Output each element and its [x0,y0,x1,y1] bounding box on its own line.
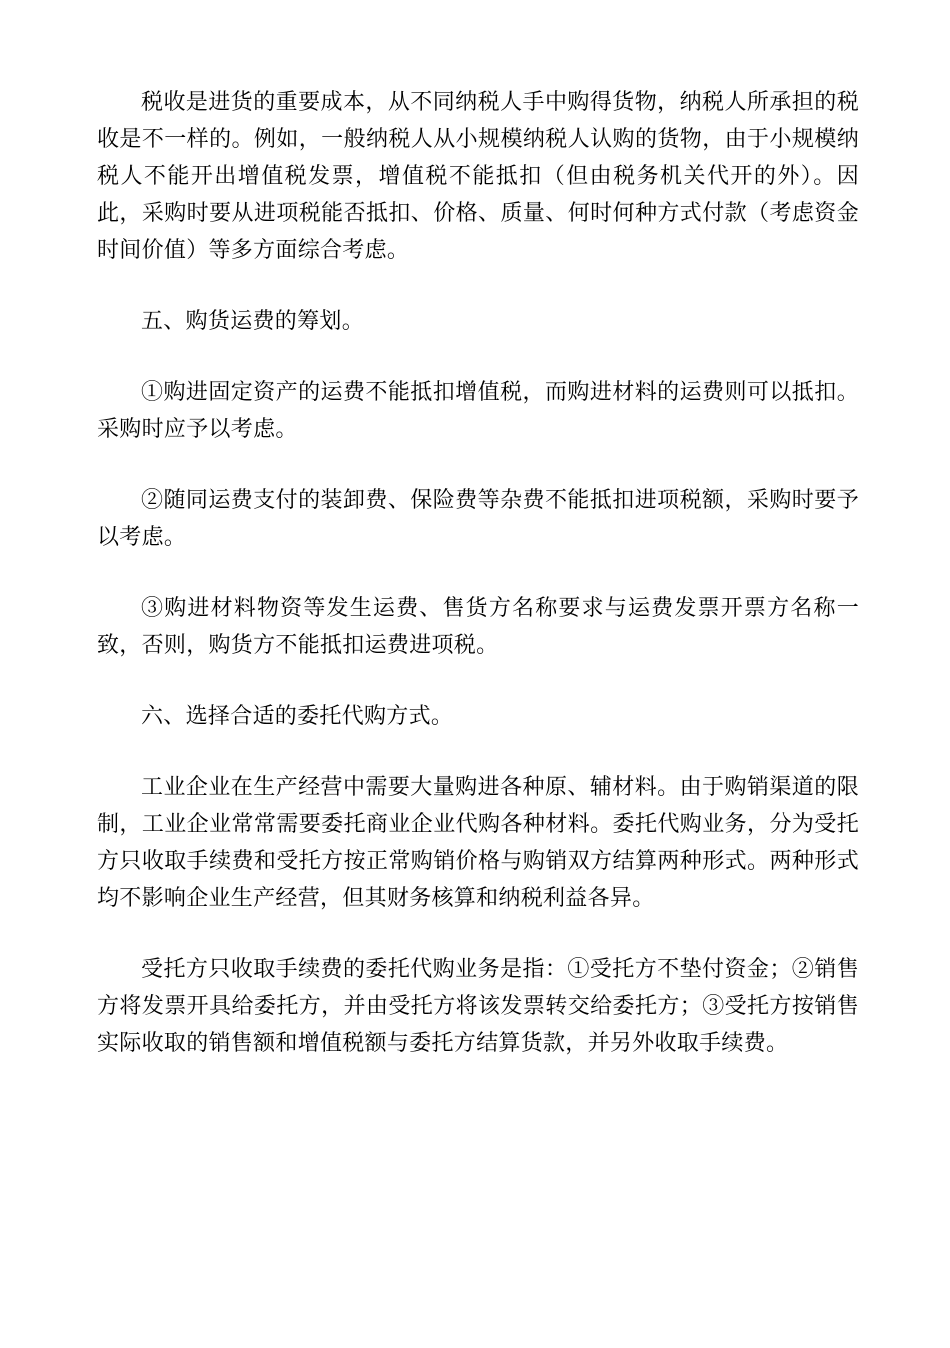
paragraph-agency-fee-definition: 受托方只收取手续费的委托代购业务是指：①受托方不垫付资金；②销售方将发票开具给委托方，并由受托方将该发票转交给委托方；③受托方按销售实际收取的销售额和增值税额与委托方结算货款，并另外收取手续费。 [97,957,859,1056]
paragraph-agency-overview: 工业企业在生产经营中需要大量购进各种原、辅材料。由于购销渠道的限制，工业企业常常需要委托商业企业代购各种材料。委托代购业务，分为受托方只收取手续费和受托方按正常购销价格与购销双方结算两种形式。两种形式均不影响企业生产经营，但其财务核算和纳税利益各异。 [97,775,859,911]
paragraph-freight-item-3: ③购进材料物资等发生运费、售货方名称要求与运费发票开票方名称一致，否则，购货方不能抵扣运费进项税。 [97,596,859,658]
section-heading-freight: 五、购货运费的筹划。 [141,309,365,334]
paragraph-tax-cost: 税收是进货的重要成本，从不同纳税人手中购得货物，纳税人所承担的税收是不一样的。例如，一般纳税人从小规模纳税人认购的货物，由于小规模纳税人不能开出增值税发票，增值税不能抵扣（但由税务机关代开的外）。因此，采购时要从进项税能否抵扣、价格、质量、何时何种方式付款（考虑资金时间价值）等多方面综合考虑。 [97,90,859,263]
paragraph-freight-item-2: ②随同运费支付的装卸费、保险费等杂费不能抵扣进项税额，采购时要予以考虑。 [97,488,859,550]
paragraph-freight-item-1: ①购进固定资产的运费不能抵扣增值税，而购进材料的运费则可以抵扣。采购时应予以考虑。 [97,380,859,442]
section-heading-agency-purchase: 六、选择合适的委托代购方式。 [141,704,454,729]
document-body [97,84,859,1096]
